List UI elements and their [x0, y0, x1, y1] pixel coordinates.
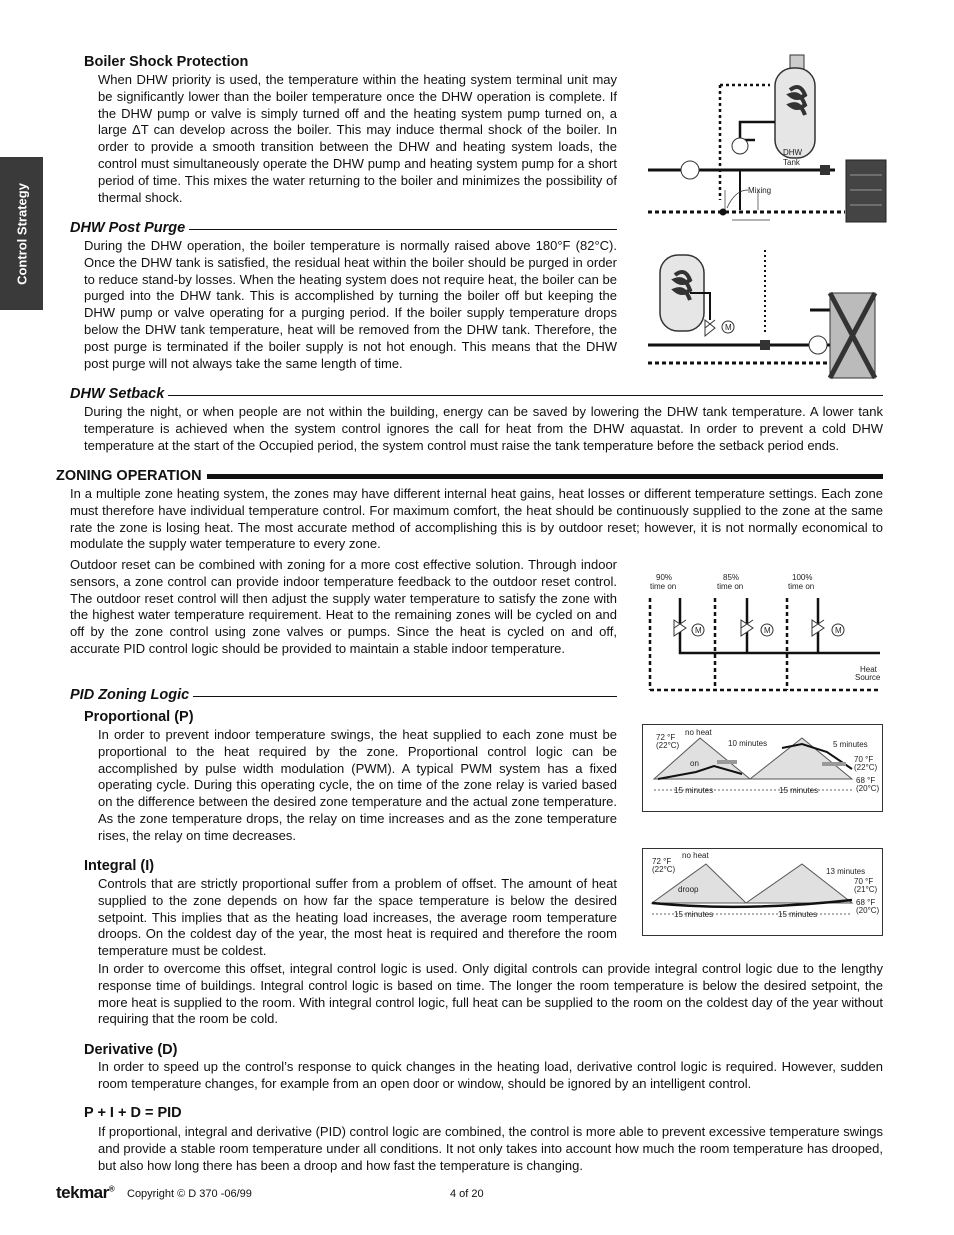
- heating-pump-icon: [809, 336, 827, 354]
- dhw-post-purge-body: During the DHW operation, the boiler temperature is normally raised above 180°F (82°C). Once the DHW tank is satisfied, the residual heat within the boiler should be purged in order to reduce stand-by losses. When the heating system does not require heat, the boiler can be purged into the DHW tank. This is accomplished by turning the boiler off but keeping the DHW pump or valve operating for a purging period. If the boiler supply temperature drops below the DHW tank temperature, heat will be removed from the DHW tank. Therefore, the post purge is terminated if the boiler supply is not hot enough. This means that the DHW post purge will not always take the same length of time.: [84, 238, 617, 371]
- tank-label: Tank: [783, 158, 800, 167]
- zoning-body-2: Outdoor reset can be combined with zoning for a more cost effective solution. Through indoor sensors, a zone control can provide indoor temperature feedback to the outdoor reset control. The outdoor reset control will then adjust the supply water temperature to satisfy the zone with the highest water temperature requirement. Heat to the remaining zones will be cycled on and off by the zone control using zone valves or pumps. Since the heat is cycled on and off, accurate PID control logic should be provided to maintain a stable indoor temperature.: [70, 557, 617, 656]
- proportional-chart: [642, 724, 883, 812]
- dhw-post-purge-heading: [70, 220, 617, 236]
- dhw-post-purge-title: DHW Post Purge: [70, 220, 186, 236]
- zone3-time-on: time on: [788, 582, 815, 591]
- boiler-shock-body: When DHW priority is used, the temperature within the heating system terminal unit may be significantly lower than the boiler temperature once the DHW operation is complete. If the DHW pump or valve is simply turned off and the heating system pump turned on, a large ΔT can develop across the boiler. This may induce thermal shock of the boiler. In order to provide a smooth transition between the DHW and heating system loads, the control must simultaneously operate the DHW pump and heating system pump for a short period of time. This mixes the water returning to the boiler and minimizes the possibility of thermal shock.: [98, 72, 617, 205]
- no-heat-label: no heat: [685, 728, 712, 737]
- pid-zoning-heading: [70, 687, 617, 703]
- heading-rule: [168, 395, 883, 396]
- zone-valve-icon: [705, 320, 715, 336]
- zone1-pct: 90%: [656, 573, 673, 582]
- boiler-shock-heading: Boiler Shock Protection: [84, 54, 249, 70]
- t-low-c-label: (20°C): [856, 906, 880, 915]
- zoning-body-1: In a multiple zone heating system, the zones may have different internal heat gains, heat losses or different temperature settings. Each zone must therefore have individual temperature control. For maximum comfort, the heat should be continuously supplied to the zone at the same rate the zone is losing heat. The most accurate method of accomplishing this is by outdoor reset; however, it is not normally economical to modulate the supply water temperature to every zone.: [70, 486, 883, 552]
- t-high-c-label: (22°C): [652, 865, 676, 874]
- thirteen-min-label: 13 minutes: [826, 867, 866, 876]
- dhw-setback-body: During the night, or when people are not within the building, energy can be saved by lowering the DHW tank temperature. A lower tank temperature is achieved when the system control ignores the call for heat from the DHW aquastat. In order to prevent a cold DHW temperature at the start of the Occupied period, the system control must raise the tank temperature before the setback period ends.: [84, 404, 883, 453]
- dhw-setback-heading: [70, 386, 883, 402]
- mixing-leader: [727, 190, 748, 208]
- ten-min-label: 10 minutes: [728, 739, 768, 748]
- on-bar-2: [822, 762, 846, 766]
- dhw-label: DHW: [783, 148, 803, 157]
- logo-text: tekmar: [56, 1183, 109, 1202]
- t-high-label: 72 °F: [656, 733, 676, 742]
- copyright: Copyright © D 370 -06/99: [127, 1188, 252, 1200]
- mixing-label: Mixing: [748, 186, 772, 195]
- heading-rule: [193, 696, 617, 697]
- t-high-c-label: (22°C): [656, 741, 680, 750]
- zoning-diagram: [640, 570, 890, 695]
- post-purge-diagram: [640, 245, 890, 385]
- page-number: 4 of 20: [450, 1188, 484, 1200]
- pid-heading: P + I + D = PID: [84, 1105, 182, 1121]
- t-low-c-label: (20°C): [856, 784, 880, 793]
- integral-heading: Integral (I): [84, 858, 155, 874]
- heading-rule: [189, 229, 617, 230]
- five-min-label: 5 minutes: [833, 740, 868, 749]
- mixing-diagram: [640, 50, 890, 235]
- zone3-pct: 100%: [792, 573, 813, 582]
- heat-label: Heat: [860, 665, 877, 674]
- heading-bar: [207, 474, 883, 479]
- boiler: [846, 160, 886, 222]
- period-1-label: 15 minutes: [674, 786, 714, 795]
- t-mid-label: 70 °F: [854, 755, 874, 764]
- no-heat-label: no heat: [682, 851, 709, 860]
- supply-fitting: [820, 165, 830, 175]
- side-tab: [0, 157, 43, 310]
- zoning-heading: [56, 468, 883, 484]
- tank-fitting: [790, 55, 804, 69]
- pid-zoning-title: PID Zoning Logic: [70, 687, 190, 703]
- t-mid-label: 70 °F: [854, 877, 874, 886]
- source-label: Source: [855, 673, 881, 682]
- side-tab-label: Control Strategy: [14, 182, 29, 285]
- proportional-heading: Proportional (P): [84, 709, 194, 725]
- integral-body-1: Controls that are strictly proportional suffer from a problem of offset. The amount of heat supplied to the zone depends on how far the space temperature is below the desired setpoint. This implies that as the heating load increases, the average room temperature droops. On the coldest day of the year, the most heat is required and therefore the room temperature must be coldest.: [98, 876, 617, 959]
- tekmar-logo: [56, 1183, 114, 1203]
- pid-body: If proportional, integral and derivative (PID) control logic are combined, the control is more able to prevent excessive temperature swings and provide a stable room temperature under all conditions. It not only takes into account how much the room temperature has drooped, but also how long there has been a droop and how fast the temperature is changing.: [98, 1124, 883, 1173]
- zoning-title: ZONING OPERATION: [56, 468, 202, 484]
- supply-fitting: [760, 340, 770, 350]
- dhw-supply-pipe: [740, 122, 775, 140]
- derivative-body: In order to speed up the control’s response to quick changes in the heating load, derivative control logic is required. However, sudden room temperature changes, for example from an open door or window, should be ignored by an intelligent control.: [98, 1059, 883, 1091]
- period-2-label: 15 minutes: [778, 910, 818, 919]
- t-low-label: 68 °F: [856, 776, 876, 785]
- dhw-setback-title: DHW Setback: [70, 386, 165, 402]
- on-label: on: [690, 759, 699, 768]
- mixing-point: [720, 209, 727, 216]
- dhw-pump-icon: [732, 138, 748, 154]
- zone1-m: M: [695, 626, 702, 635]
- period-1-label: 15 minutes: [674, 910, 714, 919]
- registered-mark: ®: [108, 1184, 115, 1194]
- integral-chart: [642, 848, 883, 936]
- droop-label: droop: [678, 885, 699, 894]
- dhw-tank: [775, 68, 815, 158]
- zone3-m: M: [835, 626, 842, 635]
- heating-pump-icon: [681, 161, 699, 179]
- t-high-label: 72 °F: [652, 857, 672, 866]
- on-bar-1: [717, 760, 737, 764]
- zone2-m: M: [764, 626, 771, 635]
- derivative-heading: Derivative (D): [84, 1042, 178, 1058]
- valve-m-label: M: [725, 323, 732, 332]
- return-pipes: [650, 598, 880, 690]
- integral-body-2: In order to overcome this offset, integral control logic is used. Only digital controls can provide integral control logic due to the lengthy response time of buildings. Integral control logic is based on time. The longer the room temperature is below the desired setpoint, the more heat is supplied to the room. With integral control logic, full heat can be supplied to the room on the coldest day of the year without requiring that the room be cold.: [98, 961, 883, 1027]
- zone-pipes: [680, 598, 880, 653]
- zone2-pct: 85%: [723, 573, 740, 582]
- proportional-body: In order to prevent indoor temperature swings, the heat supplied to each zone must be proportional to the heat required by the zone. Proportional control logic can be accomplished by pulse width modulation (PWM). A typical PWM system has a fixed operating cycle. During this operating cycle, the on time of the zone relay is varied based on the difference between the desired zone temperature and the actual zone temperature. As the zone temperature drops, the relay on time increases and as the zone temperature rises, the relay on time decreases.: [98, 727, 617, 843]
- t-low-label: 68 °F: [856, 898, 876, 907]
- t-mid-c-label: (21°C): [854, 885, 878, 894]
- zone2-time-on: time on: [717, 582, 744, 591]
- zone1-time-on: time on: [650, 582, 677, 591]
- period-2-label: 15 minutes: [779, 786, 819, 795]
- t-mid-c-label: (22°C): [854, 763, 878, 772]
